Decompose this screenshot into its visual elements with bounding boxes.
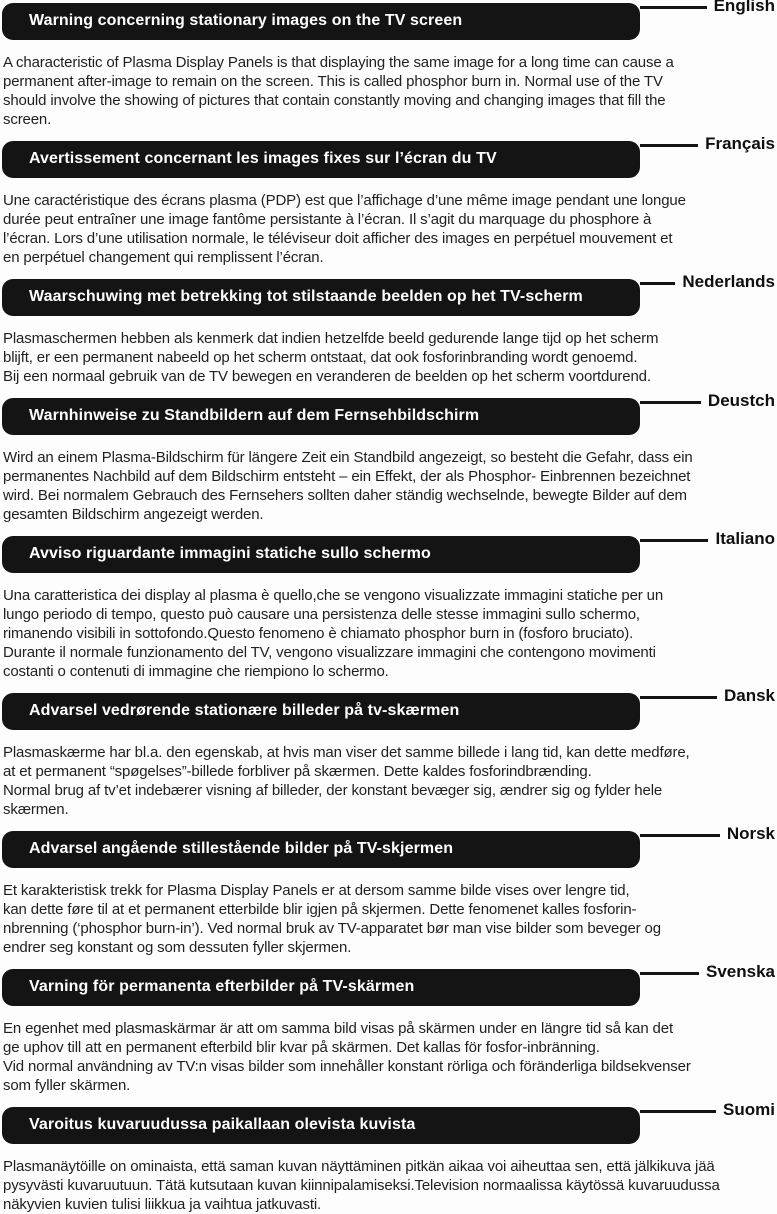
- body-line: lungo periodo di tempo, questo può causare una persistenza delle stesse immagini sullo schermo,: [3, 606, 640, 623]
- section-title: Advarsel vedrørende stationære billeder på tv-skærmen: [29, 701, 460, 719]
- body-line: skærmen.: [3, 801, 69, 818]
- body-line: ge uphov till att en permanent efterbild blir kvar på skärmen. Det kallas för fosfor-inbränning.: [3, 1039, 600, 1056]
- language-label: Italiano: [715, 529, 775, 548]
- body-line: En egenhet med plasmaskärmar är att om samma bild visas på skärmen under en längre tid så kan det: [3, 1020, 673, 1037]
- warning-sections-list: [2, 0, 775, 1214]
- section-title-bar: [2, 398, 640, 435]
- body-line: Una caratteristica dei display al plasma è quello,che se vengono visualizzate immagini statiche per un: [3, 587, 664, 604]
- header-connector-line: [640, 1110, 716, 1113]
- body-line: should involve the showing of pictures that contain constantly moving and changing images that fill the: [3, 92, 666, 109]
- section-body: [3, 448, 775, 524]
- header-connector-line: [640, 539, 708, 542]
- section-body: [3, 743, 775, 819]
- section-title: Warnhinweise zu Standbildern auf dem Fernsehbildschirm: [29, 406, 480, 424]
- header-connector-line: [640, 834, 720, 837]
- language-label: Svenska: [706, 962, 775, 981]
- body-line: nbrenning (‘phosphor burn-in’). Ved normal bruk av TV-apparatet bør man vise bilder som beveger og: [3, 920, 661, 937]
- section-title-bar: [2, 141, 640, 178]
- language-label: English: [713, 0, 775, 15]
- body-line: rimanendo visibili in sottofondo.Questo fenomeno è chiamato phosphor burn in (fosforo bruciato).: [3, 625, 634, 642]
- section-title: Waarschuwing met betrekking tot stilstaande beelden op het TV-scherm: [29, 287, 583, 305]
- section-title-bar: [2, 536, 640, 573]
- header-connector-line: [640, 696, 717, 699]
- body-line: som fyller skärmen.: [3, 1077, 131, 1094]
- body-line: Plasmanäytöille on ominaista, että saman kuvan näyttäminen pitkän aikaa voi aiheuttaa sen, että jälkikuva jää: [3, 1158, 715, 1175]
- warning-section: [2, 391, 775, 524]
- warning-section: [2, 962, 775, 1095]
- header-connector-line: [640, 144, 698, 147]
- section-title-bar: [2, 279, 640, 316]
- section-header: [2, 134, 775, 178]
- section-body: [3, 53, 775, 129]
- section-header: [2, 824, 775, 868]
- body-line: Wird an einem Plasma-Bildschirm für längere Zeit ein Standbild angezeigt, so besteht die Gefahr, dass ein: [3, 449, 693, 466]
- section-header: [2, 962, 775, 1006]
- body-line: l’écran. Lors d’une utilisation normale, le téléviseur doit afficher des images en perpétuel mouvement et: [3, 230, 673, 247]
- section-header: [2, 529, 775, 573]
- body-line: pysyvästi kuvaruutuun. Tätä kutsutaan kuvan kiinnipalamiseksi.Television normaalissa käytössä kuvaruudussa: [3, 1177, 720, 1194]
- header-connector-line: [640, 6, 707, 9]
- section-title: Avviso riguardante immagini statiche sullo schermo: [29, 544, 431, 562]
- header-connector-line: [640, 282, 675, 285]
- section-header: [2, 391, 775, 435]
- section-body: [3, 329, 775, 386]
- section-title: Avertissement concernant les images fixes sur l’écran du TV: [29, 149, 497, 167]
- warning-section: [2, 529, 775, 681]
- section-body: [3, 191, 775, 267]
- section-title-bar: [2, 831, 640, 868]
- body-line: endrer seg konstant og som dessuten fyller skjermen.: [3, 939, 352, 956]
- body-line: Et karakteristisk trekk for Plasma Display Panels er at dersom samme bilde vises over lengre tid,: [3, 882, 630, 899]
- body-line: en perpétuel changement qui remplissent l’écran.: [3, 249, 324, 266]
- section-header: [2, 1100, 775, 1144]
- language-label: Dansk: [723, 686, 775, 705]
- language-label: Nederlands: [682, 272, 775, 291]
- language-label: Norsk: [726, 824, 775, 843]
- section-title: Varning för permanenta efterbilder på TV-skärmen: [29, 977, 415, 995]
- body-line: permanent after-image to remain on the screen. This is called phosphor burn in. Normal use of the TV: [3, 73, 663, 90]
- warning-section: [2, 1100, 775, 1214]
- body-line: Plasmaschermen hebben als kenmerk dat indien hetzelfde beeld gedurende lange tijd op het scherm: [3, 330, 659, 347]
- header-connector-line: [640, 401, 701, 404]
- section-header: [2, 272, 775, 316]
- section-body: [3, 586, 775, 681]
- section-header: [2, 0, 775, 40]
- section-body: [3, 1157, 775, 1214]
- section-header: [2, 686, 775, 730]
- body-line: costanti o contenuti di immagine che riempiono lo schermo.: [3, 663, 389, 680]
- body-line: kan dette føre til at et permanent etterbilde blir igjen på skjermen. Dette fenomenet kalles fosforin-: [3, 901, 637, 918]
- warning-section: [2, 134, 775, 267]
- language-label: Français: [705, 134, 775, 153]
- section-body: [3, 881, 775, 957]
- body-line: näkyvien kuvien tulisi liikkua ja vaihtua jatkuvasti.: [3, 1196, 322, 1213]
- body-line: Plasmaskærme har bl.a. den egenskab, at hvis man viser det samme billede i lang tid, kan dette medføre,: [3, 744, 690, 761]
- body-line: blijft, er een permanent nabeeld op het scherm ontstaat, dat ook fosforinbranding wordt genoemd.: [3, 349, 638, 366]
- header-connector-line: [640, 972, 699, 975]
- warning-section: [2, 272, 775, 386]
- body-line: gesamten Bildschirm angezeigt werden.: [3, 506, 264, 523]
- language-label: Deustch: [707, 391, 775, 410]
- body-line: Bij een normaal gebruik van de TV bewegen en veranderen de beelden op het scherm voortdurend.: [3, 368, 651, 385]
- body-line: permanentes Nachbild auf dem Bildschirm entsteht – ein Effekt, der als Phosphor- Einbrennen bezeichnet: [3, 468, 691, 485]
- warning-section: [2, 0, 775, 129]
- section-title: Varoitus kuvaruudussa paikallaan olevista kuvista: [29, 1115, 416, 1133]
- section-body: [3, 1019, 775, 1095]
- body-line: screen.: [3, 111, 52, 128]
- body-line: Une caractéristique des écrans plasma (PDP) est que l’affichage d’une même image pendant une longue: [3, 192, 686, 209]
- body-line: Vid normal användning av TV:n visas bilder som innehåller konstant rörliga och föränderliga bildsekvenser: [3, 1058, 691, 1075]
- section-title-bar: [2, 1107, 640, 1144]
- section-title: Warning concerning stationary images on the TV screen: [29, 11, 463, 29]
- body-line: at et permanent “spøgelses”-billede forbliver på skærmen. Dette kaldes fosforindbrænding.: [3, 763, 592, 780]
- body-line: A characteristic of Plasma Display Panels is that displaying the same image for a long time can cause a: [3, 54, 674, 71]
- body-line: wird. Bei normalem Gebrauch des Fernsehers sollten daher ständig wechselnde, bewegte Bilder auf dem: [3, 487, 687, 504]
- language-label: Suomi: [723, 1100, 775, 1119]
- section-title-bar: [2, 969, 640, 1006]
- warning-section: [2, 686, 775, 819]
- section-title: Advarsel angående stillestående bilder på TV-skjermen: [29, 839, 454, 857]
- warning-section: [2, 824, 775, 957]
- section-title-bar: [2, 693, 640, 730]
- body-line: durée peut entraîner une image fantôme persistante à l’écran. Il s’agit du marquage du phosphore à: [3, 211, 652, 228]
- section-title-bar: [2, 3, 640, 40]
- body-line: Normal brug af tv’et indebærer visning af billeder, der konstant bevæger sig, ændrer sig og fylder hele: [3, 782, 663, 799]
- body-line: Durante il normale funzionamento del TV, vengono visualizzare immagini che contengono movimenti: [3, 644, 656, 661]
